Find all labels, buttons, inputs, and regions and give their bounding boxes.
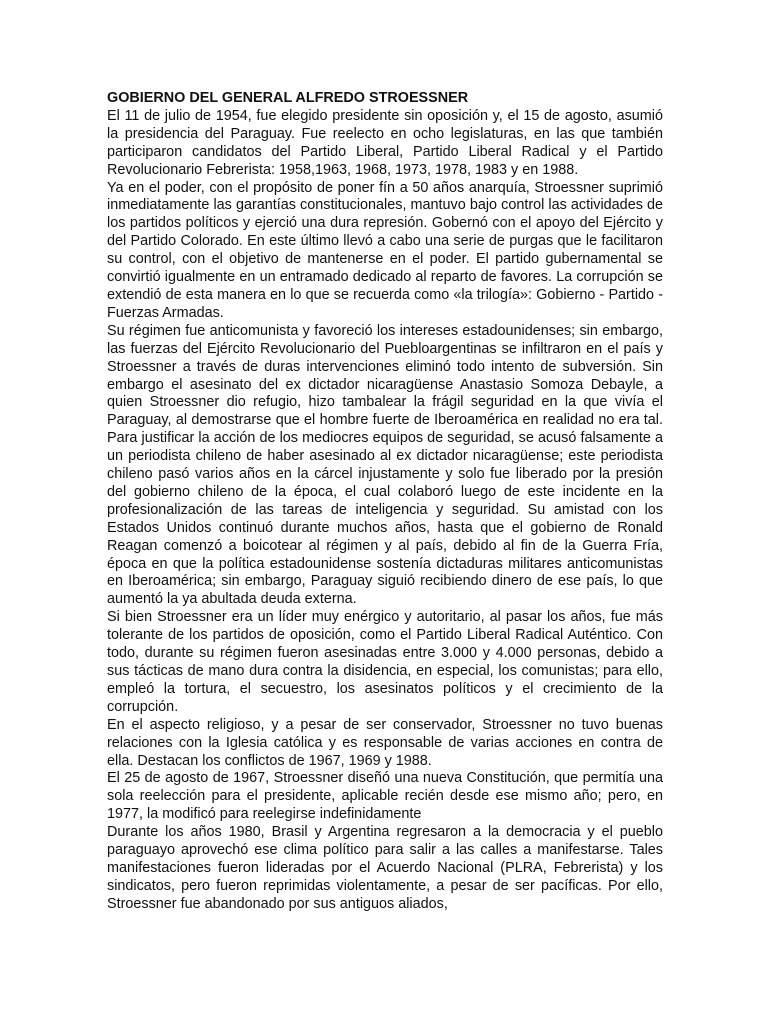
document-title: GOBIERNO DEL GENERAL ALFREDO STROESSNER: [107, 90, 469, 106]
paragraph-eleccion: El 11 de julio de 1954, fue elegido presidente sin oposición y, el 15 de agosto, asumió la presidencia del Paraguay. Fue reelecto en ocho legislaturas, en las que también participaron candidatos del Partido Liberal, Partido Liberal Radical y el Partido Revolucionario Febrerista: 1958,1963, 1968, 1973, 1978, 1983 y en 1988.: [107, 107, 663, 178]
paragraph-regimen: Su régimen fue anticomunista y favoreció los intereses estadounidenses; sin embargo, las fuerzas del Ejército Revolucionario del Puebloargentinas se infiltraron en el país y Stroessner a través de duras intervenciones eliminó todo intento de subversión. Sin embargo el asesinato del ex dictador nicaragüense Anastasio Somoza Debayle, a quien Stroessner dio refugio, hizo tambalear la frágil seguridad en la que vivía el Paraguay, al demostrarse que el hombre fuerte de Iberoamérica en realidad no era tal. Para justificar la acción de los mediocres equipos de seguridad, se acusó falsamente a un periodista chileno de haber asesinado al ex dictador nicaragüense; este periodista chileno pasó varios años en la cárcel injustamente y solo fue liberado por la presión del gobierno chileno de la época, el cual colaboró luego de este incidente en la profesionalización de las tareas de inteligencia y seguridad. Su amistad con los Estados Unidos continuó durante muchos años, hasta que el gobierno de Ronald Reagan comenzó a boicotear al régimen y al país, debido al fin de la Guerra Fría, época en que la política estadounidense sostenía dictaduras militares anticomunistas en Iberoamérica; sin embargo, Paraguay siguió recibiendo dinero de ese país, lo que aumentó la ya abultada deuda externa.: [107, 322, 663, 608]
paragraph-oposicion: Si bien Stroessner era un líder muy enérgico y autoritario, al pasar los años, fue más tolerante de los partidos de oposición, como el Partido Liberal Radical Auténtico. Con todo, durante su régimen fueron asesinadas entre 3.000 y 4.000 personas, debido a sus tácticas de mano dura contra la disidencia, en especial, los comunistas; para ello, empleó la tortura, el secuestro, los asesinatos políticos y el crecimiento de la corrupción.: [107, 609, 663, 715]
paragraph-religion: En el aspecto religioso, y a pesar de ser conservador, Stroessner no tuvo buenas relaciones con la Iglesia católica y es responsable de varias acciones en contra de ella. Destacan los conflictos de 1967, 1969 y 1988.: [107, 716, 663, 769]
paragraph-democracia: Durante los años 1980, Brasil y Argentina regresaron a la democracia y el pueblo paraguayo aprovechó ese clima político para salir a las calles a manifestarse. Tales manifestaciones fueron lideradas por el Acuerdo Nacional (PLRA, Febrerista) y los sindicatos, pero fueron reprimidas violentamente, a pesar de ser pacíficas. Por ello, Stroessner fue abandonado por sus antiguos aliados,: [107, 824, 663, 912]
paragraph-poder: Ya en el poder, con el propósito de poner fín a 50 años anarquía, Stroessner suprimió inmediatamente las garantías constitucionales, mantuvo bajo control las actividades de los partidos políticos y ejerció una dura represión. Gobernó con el apoyo del Ejército y del Partido Colorado. En este último llevó a cabo una serie de purgas que le facilitaron su control, con el objetivo de mantenerse en el poder. El partido gubernamental se convirtió igualmente en un entramado dedicado al reparto de favores. La corrupción se extendió de esta manera en lo que se recuerda como «la trilogía»: Gobierno - Partido - Fuerzas Armadas.: [107, 179, 663, 321]
document-body: [107, 90, 663, 914]
paragraph-constitucion: El 25 de agosto de 1967, Stroessner diseñó una nueva Constitución, que permitía una sola reelección para el presidente, aplicable recién desde ese mismo año; pero, en 1977, la modificó para reelegirse indefinidamente: [107, 770, 663, 823]
